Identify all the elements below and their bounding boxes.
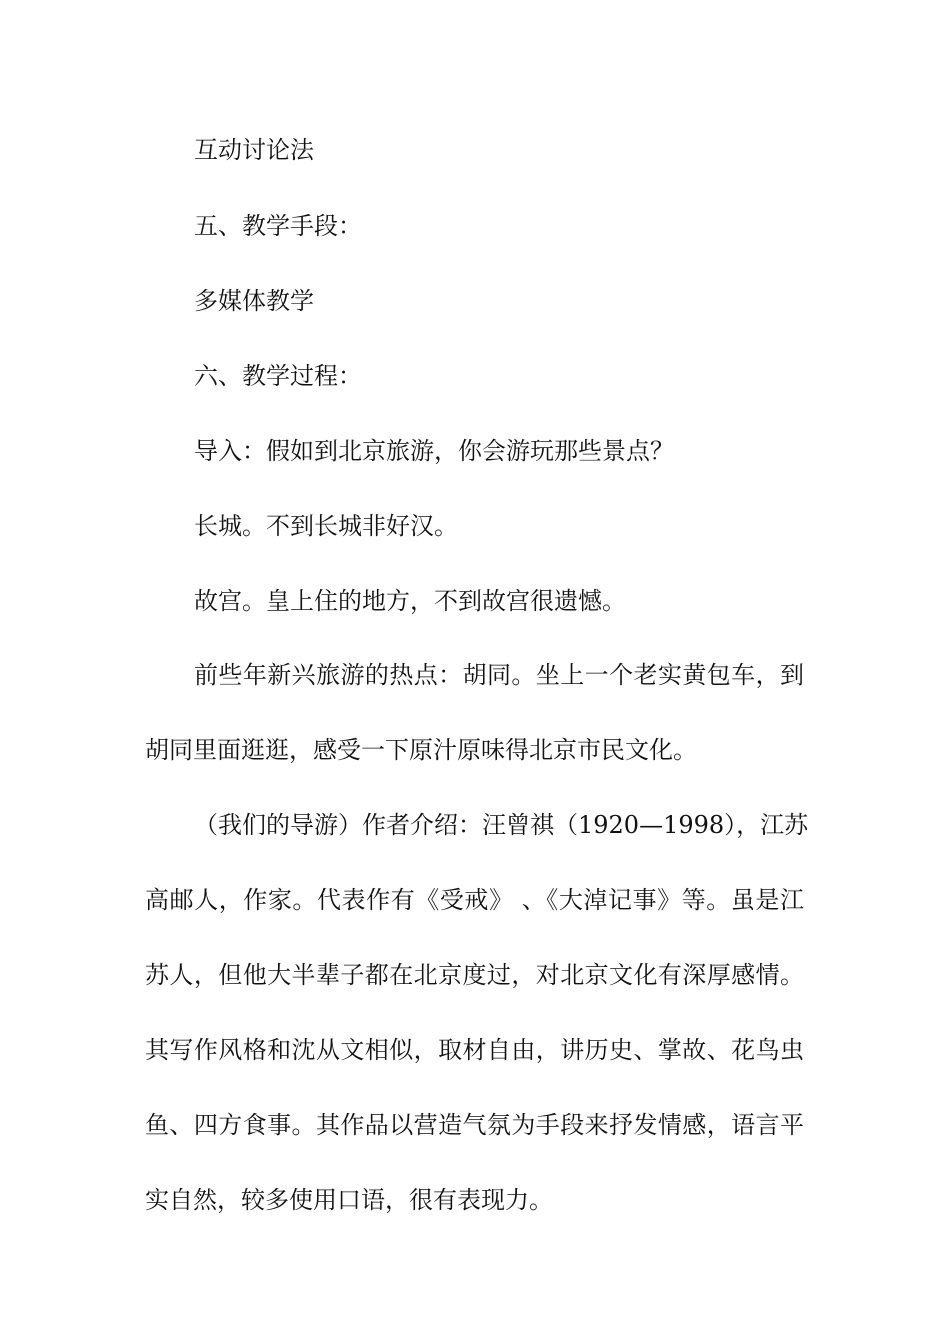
text-line: 其写作风格和沈从文相似，取材自由，讲历史、掌故、花鸟虫 <box>145 1036 804 1064</box>
text-line: 多媒体教学 <box>194 287 314 315</box>
text-line: 苏人，但他大半辈子都在北京度过，对北京文化有深厚感情。 <box>145 961 804 989</box>
section-heading: 六、教学过程： <box>194 362 362 390</box>
text-line: 导入：假如到北京旅游，你会游玩那些景点？ <box>194 437 674 465</box>
text-line: 故宫。皇上住的地方，不到故宫很遗憾。 <box>194 587 626 615</box>
text-line: 长城。不到长城非好汉。 <box>194 512 458 540</box>
text-line: 胡同里面逛逛，感受一下原汁原味得北京市民文化。 <box>145 736 697 764</box>
text-line: 高邮人，作家。代表作有《受戒》 、《大淖记事》等。虽是江 <box>145 886 804 914</box>
section-heading: 五、教学手段： <box>194 212 362 240</box>
text-line: 互动讨论法 <box>194 136 314 164</box>
text-line: 鱼、四方食事。其作品以营造气氛为手段来抒发情感，语言平 <box>145 1111 804 1139</box>
text-line: 前些年新兴旅游的热点：胡同。坐上一个老实黄包车，到 <box>194 661 804 689</box>
text-line: （我们的导游）作者介绍：汪曾祺（1920—1998），江苏 <box>194 811 809 839</box>
text-line: 实自然，较多使用口语，很有表现力。 <box>145 1186 553 1214</box>
